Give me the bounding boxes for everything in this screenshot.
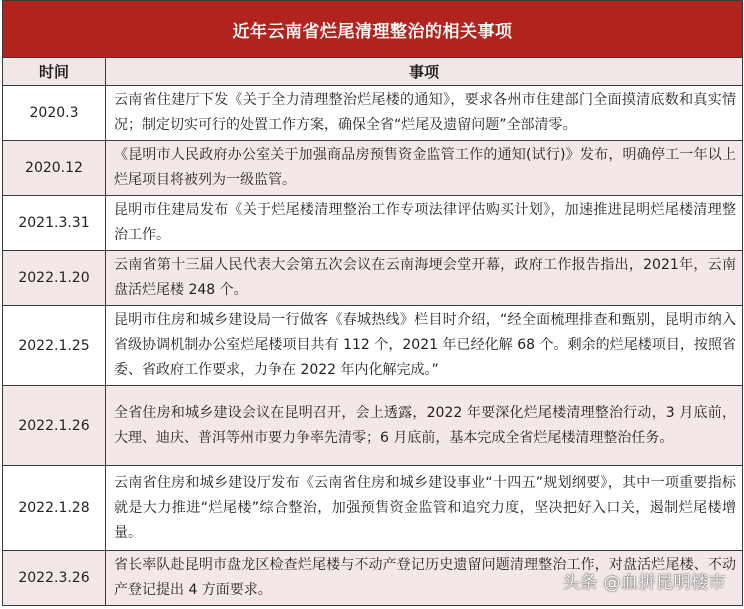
row-text: 云南省第十三届人民代表大会第五次会议在云南海埂会堂开幕，政府工作报告指出，2021年，云南盘活烂尾楼 248 个。	[106, 251, 743, 306]
row-text: 《昆明市人民政府办公室关于加强商品房预售资金监管工作的通知(试行)》发布，明确停工一年以上烂尾项目将被列为一级监管。	[106, 141, 743, 196]
row-date: 2020.3	[3, 86, 106, 141]
row-text: 昆明市住房和城乡建设局一行做客《春城热线》栏目时介绍，“经全面梳理排查和甄别，昆明市纳入省级协调机制办公室烂尾楼项目共有 112 个，2021 年已经化解 68 个。剩余的烂尾楼项目，按照省委、省政府工作要求，力争在 2022 年内化解完成。”	[106, 306, 743, 386]
row-text: 昆明市住建局发布《关于烂尾楼清理整治工作专项法律评估购买计划》，加速推进昆明烂尾楼清理整治工作。	[106, 196, 743, 251]
row-text: 省长率队赴昆明市盘龙区检查烂尾楼与不动产登记历史遗留问题清理整治工作，对盘活烂尾楼、不动产登记提出 4 方面要求。	[106, 551, 743, 606]
row-date: 2022.1.26	[3, 386, 106, 466]
column-header-date: 时间	[3, 58, 106, 86]
row-text: 云南省住建厅下发《关于全力清理整治烂尾楼的通知》，要求各州市住建部门全面摸清底数和真实情况；制定切实可行的处置工作方案，确保全省“烂尾及遗留问题”全部清零。	[106, 86, 743, 141]
table-row	[3, 196, 743, 251]
row-date: 2020.12	[3, 141, 106, 196]
header-row	[3, 58, 743, 86]
row-date: 2022.1.28	[3, 466, 106, 551]
events-table	[2, 57, 743, 606]
table-row	[3, 86, 743, 141]
row-date: 2022.3.26	[3, 551, 106, 606]
table-row	[3, 141, 743, 196]
row-date: 2022.1.25	[3, 306, 106, 386]
table-row	[3, 306, 743, 386]
table-row	[3, 386, 743, 466]
column-header-item: 事项	[106, 58, 743, 86]
table-title: 近年云南省烂尾清理整治的相关事项	[2, 0, 743, 57]
row-date: 2021.3.31	[3, 196, 106, 251]
row-date: 2022.1.20	[3, 251, 106, 306]
table-row	[3, 466, 743, 551]
row-text: 云南省住房和城乡建设厅发布《云南省住房和城乡建设事业“十四五”规划纲要》，其中一项重要指标就是大力推进“烂尾楼”综合整治，加强预售资金监管和追究力度，坚决把好入口关，遏制烂尾楼增量。	[106, 466, 743, 551]
row-text: 全省住房和城乡建设会议在昆明召开，会上透露，2022 年要深化烂尾楼清理整治行动，3 月底前，大理、迪庆、普洱等州市要力争率先清零；6 月底前，基本完成全省烂尾楼清理整治任务。	[106, 386, 743, 466]
watermark: 头条 @血拼昆明楼市	[562, 573, 726, 593]
table-row	[3, 251, 743, 306]
